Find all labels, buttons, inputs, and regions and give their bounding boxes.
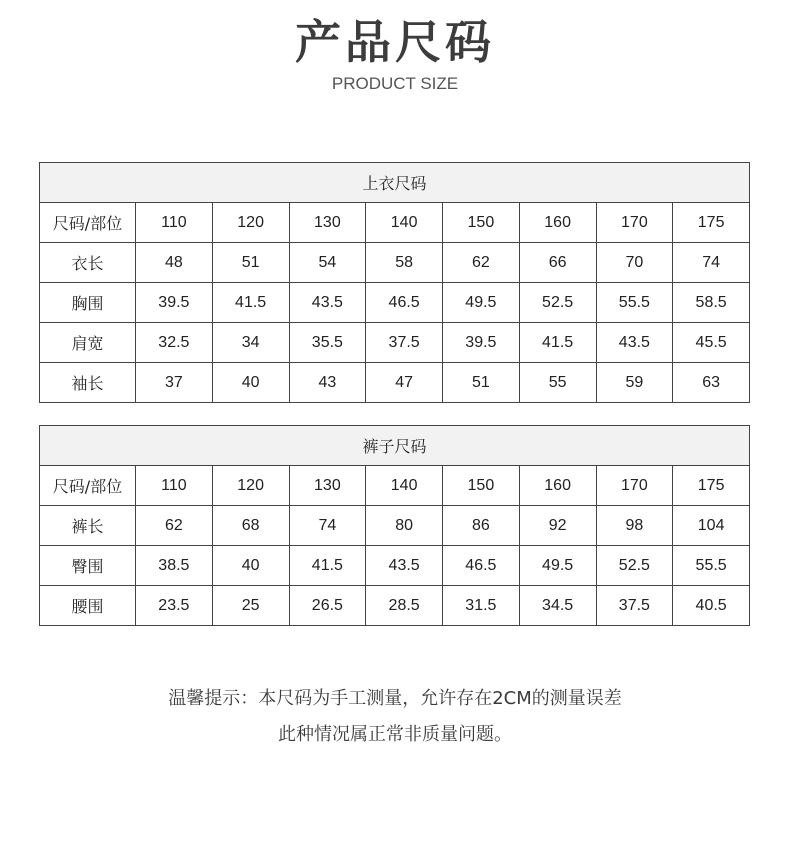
measure-value-cell: 41.5	[519, 323, 596, 363]
measure-value-cell: 58	[366, 243, 443, 283]
measure-value-cell: 37.5	[366, 323, 443, 363]
measure-value-cell: 39.5	[443, 323, 520, 363]
measure-label-cell: 臀围	[40, 546, 136, 586]
measure-value-cell: 86	[443, 506, 520, 546]
size-header-cell: 160	[519, 466, 596, 506]
measure-label-cell: 胸围	[40, 283, 136, 323]
table-caption: 上衣尺码	[40, 163, 750, 203]
measure-value-cell: 66	[519, 243, 596, 283]
measure-value-cell: 49.5	[519, 546, 596, 586]
size-header-cell: 160	[519, 203, 596, 243]
pants-size-table	[39, 425, 750, 626]
measure-value-cell: 55.5	[596, 283, 673, 323]
measure-value-cell: 45.5	[673, 323, 750, 363]
table-caption-row	[40, 426, 750, 466]
measure-value-cell: 32.5	[136, 323, 213, 363]
measure-value-cell: 92	[519, 506, 596, 546]
measure-value-cell: 68	[212, 506, 289, 546]
measure-value-cell: 51	[212, 243, 289, 283]
size-header-cell: 130	[289, 203, 366, 243]
size-header-cell: 140	[366, 466, 443, 506]
table-caption-row	[40, 163, 750, 203]
table-row	[40, 363, 750, 403]
size-header-cell: 170	[596, 203, 673, 243]
measure-value-cell: 63	[673, 363, 750, 403]
measure-value-cell: 26.5	[289, 586, 366, 626]
page-title: 产品尺码	[295, 15, 495, 69]
measure-value-cell: 74	[673, 243, 750, 283]
measure-value-cell: 74	[289, 506, 366, 546]
measure-value-cell: 52.5	[519, 283, 596, 323]
size-header-cell: 170	[596, 466, 673, 506]
measure-value-cell: 48	[136, 243, 213, 283]
measure-value-cell: 43	[289, 363, 366, 403]
measure-label-cell: 袖长	[40, 363, 136, 403]
size-header-cell: 130	[289, 466, 366, 506]
measure-value-cell: 40.5	[673, 586, 750, 626]
size-header-cell: 175	[673, 203, 750, 243]
size-header-cell: 120	[212, 466, 289, 506]
measure-value-cell: 47	[366, 363, 443, 403]
measure-value-cell: 37	[136, 363, 213, 403]
measure-value-cell: 35.5	[289, 323, 366, 363]
measure-value-cell: 52.5	[596, 546, 673, 586]
measure-value-cell: 55.5	[673, 546, 750, 586]
top-size-table	[39, 162, 750, 403]
measure-value-cell: 43.5	[289, 283, 366, 323]
header-label-cell: 尺码/部位	[40, 466, 136, 506]
measure-value-cell: 98	[596, 506, 673, 546]
measure-value-cell: 31.5	[443, 586, 520, 626]
size-header-cell: 120	[212, 203, 289, 243]
measure-value-cell: 37.5	[596, 586, 673, 626]
notice-line-1: 温馨提示：本尺码为手工测量，允许存在2CM的测量误差	[168, 688, 622, 709]
measure-label-cell: 衣长	[40, 243, 136, 283]
measure-value-cell: 104	[673, 506, 750, 546]
table-row	[40, 323, 750, 363]
measure-value-cell: 43.5	[596, 323, 673, 363]
size-header-cell: 110	[136, 203, 213, 243]
measure-value-cell: 62	[443, 243, 520, 283]
measure-value-cell: 70	[596, 243, 673, 283]
measure-value-cell: 40	[212, 363, 289, 403]
measure-value-cell: 46.5	[443, 546, 520, 586]
size-header-cell: 110	[136, 466, 213, 506]
measure-value-cell: 55	[519, 363, 596, 403]
table-row	[40, 586, 750, 626]
measure-label-cell: 裤长	[40, 506, 136, 546]
header-label-cell: 尺码/部位	[40, 203, 136, 243]
table-row	[40, 546, 750, 586]
size-header-cell: 175	[673, 466, 750, 506]
measure-value-cell: 46.5	[366, 283, 443, 323]
measure-value-cell: 51	[443, 363, 520, 403]
measure-value-cell: 54	[289, 243, 366, 283]
table-header-row	[40, 203, 750, 243]
page-subtitle: PRODUCT SIZE	[331, 74, 459, 93]
table-caption: 裤子尺码	[40, 426, 750, 466]
measure-value-cell: 34	[212, 323, 289, 363]
size-header-cell: 150	[443, 466, 520, 506]
measure-value-cell: 34.5	[519, 586, 596, 626]
measure-label-cell: 腰围	[40, 586, 136, 626]
measure-value-cell: 25	[212, 586, 289, 626]
notice-line-2: 此种情况属正常非质量问题。	[278, 724, 512, 745]
table-row	[40, 243, 750, 283]
measure-label-cell: 肩宽	[40, 323, 136, 363]
measure-value-cell: 39.5	[136, 283, 213, 323]
measure-value-cell: 59	[596, 363, 673, 403]
size-header-cell: 150	[443, 203, 520, 243]
table-row	[40, 283, 750, 323]
measure-value-cell: 38.5	[136, 546, 213, 586]
measure-value-cell: 49.5	[443, 283, 520, 323]
measure-value-cell: 28.5	[366, 586, 443, 626]
measure-value-cell: 41.5	[212, 283, 289, 323]
measure-value-cell: 41.5	[289, 546, 366, 586]
measure-value-cell: 80	[366, 506, 443, 546]
measure-value-cell: 40	[212, 546, 289, 586]
table-header-row	[40, 466, 750, 506]
table-row	[40, 506, 750, 546]
measure-value-cell: 58.5	[673, 283, 750, 323]
measure-value-cell: 62	[136, 506, 213, 546]
size-header-cell: 140	[366, 203, 443, 243]
measure-value-cell: 23.5	[136, 586, 213, 626]
measure-value-cell: 43.5	[366, 546, 443, 586]
